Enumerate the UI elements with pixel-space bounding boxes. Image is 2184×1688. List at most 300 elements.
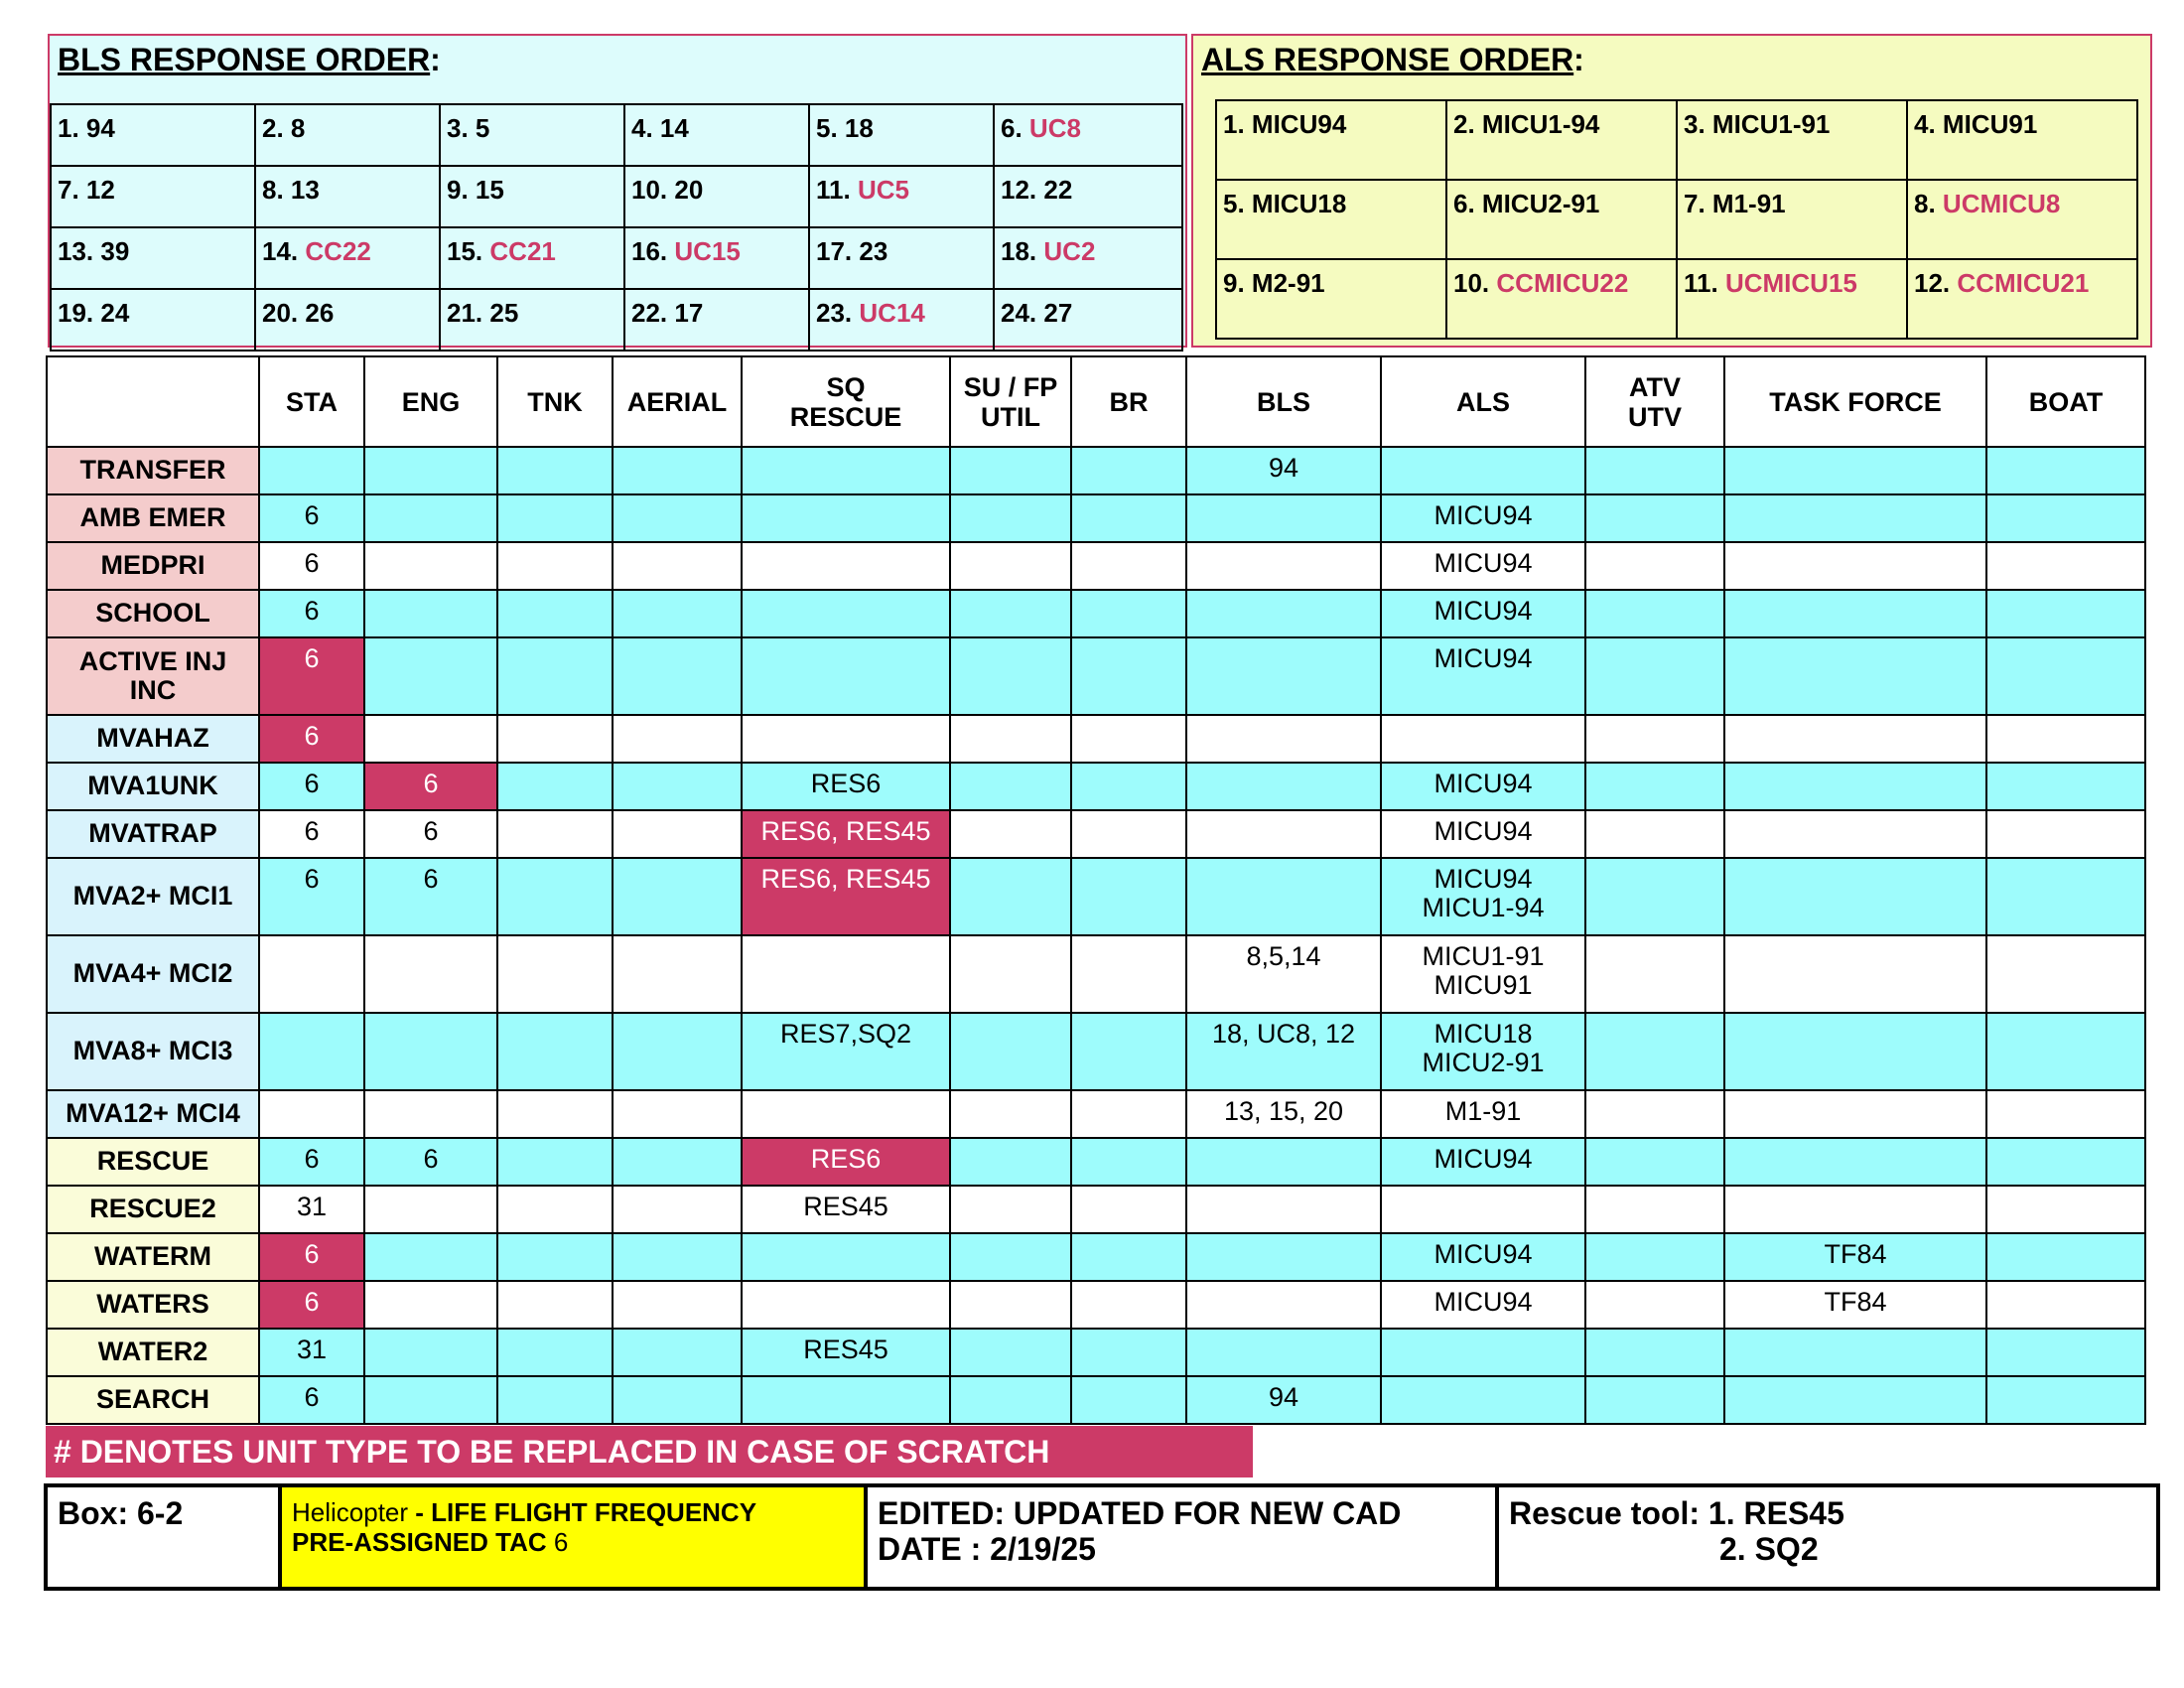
als-order-row [1216, 180, 2137, 259]
bls-order-grid [50, 103, 1183, 352]
order-unit: 18 [844, 113, 874, 143]
table-cell [1724, 1013, 1986, 1090]
table-cell [1186, 1329, 1381, 1376]
order-unit: UC8 [1028, 113, 1081, 143]
table-cell [497, 1233, 613, 1281]
table-cell [1986, 447, 2145, 494]
table-cell [1071, 590, 1186, 637]
table-cell: MICU94 [1381, 1233, 1585, 1281]
als-order-cell [1216, 100, 1446, 180]
table-cell [1071, 542, 1186, 590]
table-cell: 94 [1186, 1376, 1381, 1424]
order-unit: MICU91 [1942, 109, 2038, 139]
header-row [47, 356, 2145, 447]
bls-response-order-panel: BLS RESPONSE ORDER: 1. 94 2. 8 3. 5 4. 14 5. 18 6. UC8 7. 12 8. 13 9. 15 10. 20 11. UC5 12. 22 13. 39 14. CC22 15. CC21 16. UC15 17. 23 18. UC2 19. 24 20. 26 21. 25 22. 17 23. UC14 24. 27 [48, 34, 1187, 348]
table-cell [742, 494, 950, 542]
table-cell: 6 [364, 810, 497, 858]
bls-order-cell [809, 166, 994, 227]
table-cell [1585, 1186, 1724, 1233]
table-cell [364, 1233, 497, 1281]
table-cell [1724, 810, 1986, 858]
order-unit: 20 [674, 175, 704, 205]
order-unit: 13 [290, 175, 320, 205]
table-cell: 31 [259, 1186, 364, 1233]
row-label: WATERS [47, 1281, 259, 1329]
table-cell [613, 858, 742, 935]
bls-title: BLS RESPONSE ORDER [58, 42, 431, 77]
column-header: BLS [1186, 356, 1381, 447]
bls-order-cell [809, 289, 994, 351]
order-unit: UC5 [857, 175, 909, 205]
table-cell [742, 447, 950, 494]
table-row [47, 1186, 2145, 1233]
table-row [47, 447, 2145, 494]
table-cell: 6 [259, 763, 364, 810]
order-number: 4. [631, 113, 653, 143]
table-cell [742, 590, 950, 637]
row-label: SCHOOL [47, 590, 259, 637]
table-cell: MICU94 [1381, 1138, 1585, 1186]
bls-order-row [51, 166, 1182, 227]
column-header: ENG [364, 356, 497, 447]
table-cell: M1-91 [1381, 1090, 1585, 1138]
row-label: AMB EMER [47, 494, 259, 542]
table-cell [613, 1138, 742, 1186]
table-cell [1724, 763, 1986, 810]
table-cell [950, 590, 1071, 637]
bls-order-cell [809, 104, 994, 166]
als-order-cell [1446, 180, 1677, 259]
order-number: 23. [816, 298, 853, 328]
table-cell [1071, 637, 1186, 715]
table-cell [1986, 763, 2145, 810]
order-number: 20. [262, 298, 299, 328]
order-unit: MICU18 [1251, 189, 1347, 218]
table-cell [1986, 1013, 2145, 1090]
row-label: WATER2 [47, 1329, 259, 1376]
column-header: AERIAL [613, 356, 742, 447]
order-unit: 12 [85, 175, 115, 205]
table-cell [1186, 637, 1381, 715]
order-unit: CC21 [489, 236, 556, 266]
table-cell: MICU94 [1381, 1281, 1585, 1329]
table-cell [950, 1013, 1071, 1090]
bls-order-cell [440, 166, 624, 227]
order-number: 4. [1914, 109, 1936, 139]
table-cell [950, 494, 1071, 542]
table-cell: TF84 [1724, 1281, 1986, 1329]
table-cell [1986, 542, 2145, 590]
row-label: MVA8+ MCI3 [47, 1013, 259, 1090]
table-cell [1071, 858, 1186, 935]
table-cell [1071, 1233, 1186, 1281]
table-cell: MICU94 [1381, 810, 1585, 858]
table-cell [742, 715, 950, 763]
table-cell [613, 715, 742, 763]
table-cell [1724, 1186, 1986, 1233]
table-cell: 6 [259, 858, 364, 935]
table-cell [613, 542, 742, 590]
column-header [47, 356, 259, 447]
table-cell [1986, 715, 2145, 763]
order-number: 10. [1453, 268, 1490, 298]
table-cell [950, 1376, 1071, 1424]
table-cell [1585, 590, 1724, 637]
order-unit: CCMICU21 [1957, 268, 2090, 298]
table-cell [1986, 1281, 2145, 1329]
table-cell [742, 935, 950, 1013]
table-cell: 6 [259, 637, 364, 715]
table-cell [259, 1090, 364, 1138]
row-label: MVAHAZ [47, 715, 259, 763]
order-number: 18. [1001, 236, 1037, 266]
rescue-tool-1: Rescue tool: 1. RES45 [1509, 1495, 1844, 1531]
table-cell [950, 1233, 1071, 1281]
table-row [47, 494, 2145, 542]
order-number: 2. [262, 113, 284, 143]
table-cell [1585, 494, 1724, 542]
table-cell [259, 1013, 364, 1090]
table-cell [1186, 858, 1381, 935]
table-cell [950, 1186, 1071, 1233]
table-cell [364, 715, 497, 763]
response-matrix-table [46, 355, 2146, 1425]
order-number: 21. [447, 298, 483, 328]
table-cell [364, 935, 497, 1013]
table-cell [1186, 715, 1381, 763]
table-cell [1381, 447, 1585, 494]
order-unit: CC22 [305, 236, 371, 266]
als-order-cell [1907, 259, 2137, 339]
table-cell: 6 [259, 494, 364, 542]
order-number: 6. [1001, 113, 1023, 143]
table-cell [950, 1329, 1071, 1376]
table-cell [613, 1281, 742, 1329]
bls-order-cell [624, 104, 809, 166]
table-cell [1071, 1138, 1186, 1186]
als-order-cell [1446, 100, 1677, 180]
table-cell [950, 858, 1071, 935]
row-label: TRANSFER [47, 447, 259, 494]
table-cell [1186, 590, 1381, 637]
order-unit: UC2 [1043, 236, 1096, 266]
order-number: 1. [1223, 109, 1245, 139]
table-cell [364, 637, 497, 715]
helicopter-label: Helicopter [292, 1497, 409, 1527]
table-cell [1071, 1090, 1186, 1138]
bls-order-cell [51, 289, 255, 351]
table-cell: RES45 [742, 1186, 950, 1233]
bls-order-cell [51, 166, 255, 227]
table-cell [497, 1186, 613, 1233]
table-cell [259, 447, 364, 494]
table-cell [1071, 1376, 1186, 1424]
column-header: ATV UTV [1585, 356, 1724, 447]
als-order-grid [1215, 99, 2138, 340]
table-cell: RES6 [742, 763, 950, 810]
table-cell [1724, 447, 1986, 494]
box-number: Box: 6-2 [46, 1485, 280, 1589]
bls-order-cell [51, 227, 255, 289]
table-cell [613, 935, 742, 1013]
table-cell [1986, 810, 2145, 858]
table-cell [1071, 494, 1186, 542]
table-cell [742, 1281, 950, 1329]
table-row [47, 1233, 2145, 1281]
footer-info-table [44, 1483, 2160, 1591]
bls-order-cell [994, 289, 1182, 351]
table-row [47, 1376, 2145, 1424]
table-cell: 6 [259, 810, 364, 858]
table-cell: 31 [259, 1329, 364, 1376]
table-cell [1724, 637, 1986, 715]
table-row [47, 763, 2145, 810]
table-cell [1724, 1376, 1986, 1424]
table-cell [1585, 637, 1724, 715]
als-order-cell [1677, 100, 1907, 180]
table-cell [364, 1090, 497, 1138]
table-cell [1585, 1138, 1724, 1186]
column-header: BR [1071, 356, 1186, 447]
table-cell [1186, 494, 1381, 542]
table-cell [613, 1186, 742, 1233]
order-unit: 94 [85, 113, 115, 143]
order-number: 11. [816, 175, 851, 205]
table-cell: 6 [364, 763, 497, 810]
table-cell: 6 [259, 542, 364, 590]
row-label: MVA1UNK [47, 763, 259, 810]
table-cell [364, 590, 497, 637]
table-cell [1986, 590, 2145, 637]
order-unit: M1-91 [1711, 189, 1786, 218]
bls-order-cell [440, 289, 624, 351]
table-row [47, 590, 2145, 637]
bls-order-cell [994, 227, 1182, 289]
table-cell: 8,5,14 [1186, 935, 1381, 1013]
table-cell [613, 494, 742, 542]
order-unit: MICU1-91 [1711, 109, 1831, 139]
table-cell: RES6 [742, 1138, 950, 1186]
table-cell [1585, 1281, 1724, 1329]
order-unit: CCMICU22 [1496, 268, 1629, 298]
order-number: 5. [1223, 189, 1245, 218]
table-cell [1071, 1281, 1186, 1329]
table-cell [497, 1376, 613, 1424]
table-cell [497, 1138, 613, 1186]
table-row [47, 810, 2145, 858]
order-number: 6. [1453, 189, 1475, 218]
table-cell [1585, 1233, 1724, 1281]
table-cell [1585, 858, 1724, 935]
table-cell [364, 542, 497, 590]
order-number: 22. [631, 298, 668, 328]
table-cell: 94 [1186, 447, 1381, 494]
table-cell [1724, 1090, 1986, 1138]
order-number: 13. [58, 236, 94, 266]
table-cell: RES6, RES45 [742, 858, 950, 935]
table-cell [497, 447, 613, 494]
table-cell [1186, 1233, 1381, 1281]
table-cell [1986, 1138, 2145, 1186]
table-cell: 6 [259, 1281, 364, 1329]
bls-order-cell [809, 227, 994, 289]
bls-order-cell [994, 104, 1182, 166]
table-cell [1071, 935, 1186, 1013]
order-unit: 25 [489, 298, 519, 328]
table-cell [613, 1329, 742, 1376]
table-cell: MICU94 [1381, 637, 1585, 715]
table-cell [742, 1376, 950, 1424]
tac-value: 6 [546, 1527, 569, 1557]
table-cell [497, 1329, 613, 1376]
table-cell [497, 763, 613, 810]
als-order-row [1216, 259, 2137, 339]
table-cell [613, 590, 742, 637]
row-label: RESCUE2 [47, 1186, 259, 1233]
table-cell [1986, 935, 2145, 1013]
column-header: TASK FORCE [1724, 356, 1986, 447]
table-row [47, 935, 2145, 1013]
table-cell [1585, 715, 1724, 763]
column-header: STA [259, 356, 364, 447]
table-cell: 6 [259, 715, 364, 763]
table-cell [1724, 858, 1986, 935]
table-cell [1724, 590, 1986, 637]
table-cell [613, 1013, 742, 1090]
table-row [47, 1013, 2145, 1090]
als-order-cell [1907, 180, 2137, 259]
bls-order-cell [624, 289, 809, 351]
order-unit: UC14 [859, 298, 925, 328]
als-response-order-panel: ALS RESPONSE ORDER: 1. MICU94 2. MICU1-94 3. MICU1-91 4. MICU91 5. MICU18 6. MICU2-91 7. M1-91 8. UCMICU8 9. M2-91 10. CCMICU22 11. UCMICU15 12. CCMICU21 [1191, 34, 2152, 348]
table-cell [497, 637, 613, 715]
table-cell [1986, 1376, 2145, 1424]
order-number: 5. [816, 113, 838, 143]
table-cell [1585, 763, 1724, 810]
als-order-cell [1677, 180, 1907, 259]
table-row [47, 1090, 2145, 1138]
table-cell: 6 [364, 1138, 497, 1186]
table-cell [1071, 763, 1186, 810]
table-cell [1186, 542, 1381, 590]
table-cell [1585, 1013, 1724, 1090]
table-cell [742, 637, 950, 715]
order-unit: MICU1-94 [1481, 109, 1600, 139]
bls-order-cell [624, 166, 809, 227]
table-cell [497, 858, 613, 935]
order-unit: UCMICU8 [1942, 189, 2061, 218]
bls-order-cell [255, 289, 440, 351]
table-cell [950, 1138, 1071, 1186]
table-cell: 6 [364, 858, 497, 935]
column-header: SQ RESCUE [742, 356, 950, 447]
table-cell [1724, 715, 1986, 763]
row-label: SEARCH [47, 1376, 259, 1424]
table-cell [1724, 935, 1986, 1013]
order-number: 16. [631, 236, 668, 266]
table-cell [1071, 1186, 1186, 1233]
order-number: 7. [58, 175, 79, 205]
row-label: ACTIVE INJ INC [47, 637, 259, 715]
order-number: 8. [1914, 189, 1936, 218]
column-header: ALS [1381, 356, 1585, 447]
table-cell [364, 1186, 497, 1233]
row-label: MVA12+ MCI4 [47, 1090, 259, 1138]
table-cell [1381, 1186, 1585, 1233]
row-label: MVA4+ MCI2 [47, 935, 259, 1013]
edit-date: DATE : 2/19/25 [878, 1531, 1096, 1567]
table-cell [742, 1090, 950, 1138]
order-number: 10. [631, 175, 668, 205]
order-number: 9. [447, 175, 469, 205]
table-cell: RES6, RES45 [742, 810, 950, 858]
table-cell [1585, 1376, 1724, 1424]
table-cell [1186, 810, 1381, 858]
table-cell [497, 542, 613, 590]
table-cell: MICU1-91 MICU91 [1381, 935, 1585, 1013]
row-label: WATERM [47, 1233, 259, 1281]
table-cell: MICU94 MICU1-94 [1381, 858, 1585, 935]
table-cell [1986, 1090, 2145, 1138]
bls-order-cell [255, 104, 440, 166]
order-unit: 5 [475, 113, 490, 143]
order-unit: UCMICU15 [1724, 268, 1857, 298]
order-number: 9. [1223, 268, 1245, 298]
table-cell [613, 1090, 742, 1138]
table-cell: RES7,SQ2 [742, 1013, 950, 1090]
order-unit: 22 [1043, 175, 1073, 205]
table-cell [364, 1376, 497, 1424]
table-row [47, 637, 2145, 715]
order-unit: M2-91 [1251, 268, 1325, 298]
row-label: RESCUE [47, 1138, 259, 1186]
order-unit: 27 [1043, 298, 1073, 328]
table-cell: 6 [259, 1138, 364, 1186]
table-cell [497, 935, 613, 1013]
rescue-tool-2: 2. SQ2 [1719, 1531, 1819, 1567]
bls-order-cell [994, 166, 1182, 227]
order-number: 17. [816, 236, 853, 266]
als-order-row [1216, 100, 2137, 180]
table-cell [1724, 1138, 1986, 1186]
table-cell [950, 1090, 1071, 1138]
table-cell [1986, 637, 2145, 715]
table-cell [1585, 810, 1724, 858]
table-cell [742, 1233, 950, 1281]
table-cell [1071, 810, 1186, 858]
table-cell [1585, 935, 1724, 1013]
bls-order-cell [624, 227, 809, 289]
table-cell: MICU94 [1381, 763, 1585, 810]
table-row [47, 715, 2145, 763]
order-unit: MICU94 [1251, 109, 1347, 139]
bls-order-cell [440, 104, 624, 166]
table-cell [613, 763, 742, 810]
table-cell [1724, 1329, 1986, 1376]
table-cell: 6 [259, 1233, 364, 1281]
bls-order-row [51, 104, 1182, 166]
order-unit: 23 [859, 236, 888, 266]
table-cell [1585, 1090, 1724, 1138]
table-cell: 18, UC8, 12 [1186, 1013, 1381, 1090]
order-number: 11. [1684, 268, 1718, 298]
bls-order-row [51, 289, 1182, 351]
table-cell [497, 1013, 613, 1090]
order-number: 3. [1684, 109, 1706, 139]
table-cell [613, 1376, 742, 1424]
order-unit: 26 [305, 298, 335, 328]
table-cell [364, 1329, 497, 1376]
